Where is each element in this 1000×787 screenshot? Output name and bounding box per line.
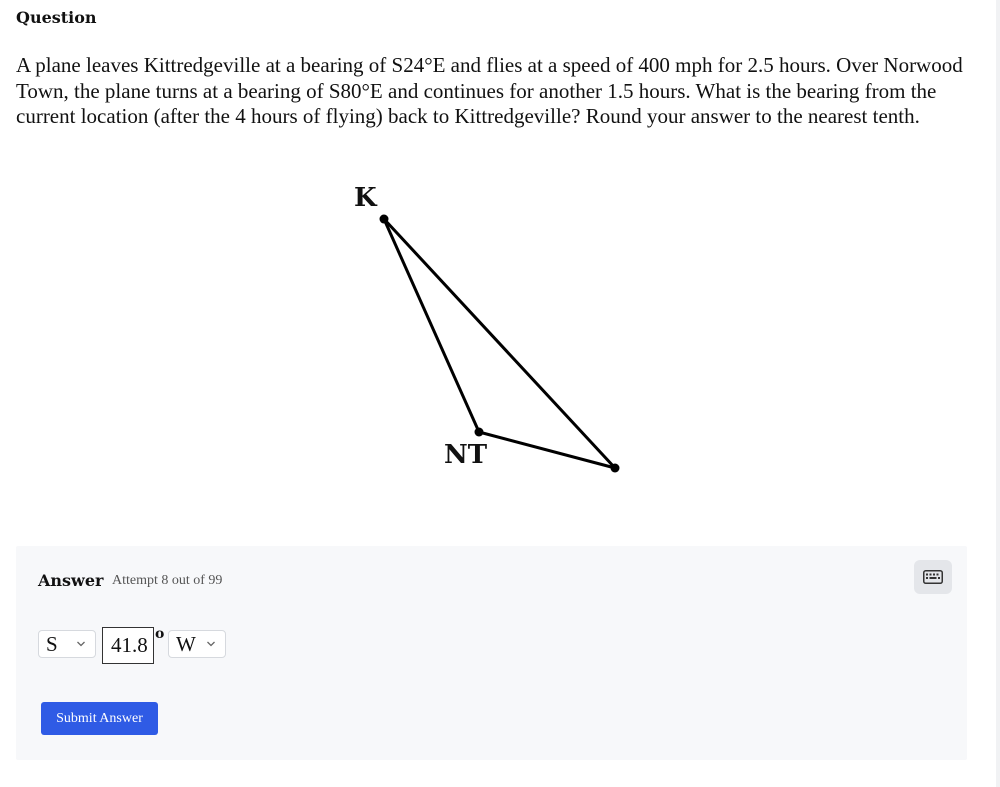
direction-select-ew[interactable] bbox=[168, 630, 226, 658]
direction-ns-value: S bbox=[46, 631, 58, 656]
chevron-down-icon bbox=[206, 640, 216, 648]
label-k: K bbox=[354, 183, 377, 213]
triangle-figure bbox=[330, 175, 650, 485]
answer-panel bbox=[16, 546, 967, 760]
answer-heading: Answer bbox=[38, 571, 104, 590]
keyboard-button[interactable] bbox=[914, 560, 952, 594]
keyboard-icon bbox=[923, 570, 943, 584]
point-k bbox=[380, 215, 389, 224]
direction-ew-value: W bbox=[176, 631, 196, 656]
attempt-counter: Attempt 8 out of 99 bbox=[112, 573, 223, 588]
edge-k-nt bbox=[384, 219, 479, 432]
point-end bbox=[611, 464, 620, 473]
page-edge bbox=[996, 0, 1000, 787]
degree-symbol: o bbox=[155, 626, 165, 642]
chevron-down-icon bbox=[76, 640, 86, 648]
question-heading: Question bbox=[16, 8, 97, 27]
angle-input[interactable] bbox=[102, 627, 154, 664]
submit-answer-button[interactable]: Submit Answer bbox=[41, 702, 158, 735]
edge-end-k bbox=[384, 219, 615, 468]
edge-nt-end bbox=[479, 432, 615, 468]
triangle-diagram bbox=[330, 175, 650, 485]
label-nt: NT bbox=[444, 440, 488, 470]
question-text: A plane leaves Kittredgeville at a bearing of S24°E and flies at a speed of 400 mph for 2.5 hours. Over Norwood Town, the plane turns at a bearing of S80°E and continues for another 1.5 hours. What is the bearing from the current location (after the 4 hours of flying) back to Kittredgeville? Round your answer to the nearest tenth. bbox=[16, 53, 963, 128]
direction-select-ns[interactable] bbox=[38, 630, 96, 658]
point-nt bbox=[475, 428, 484, 437]
